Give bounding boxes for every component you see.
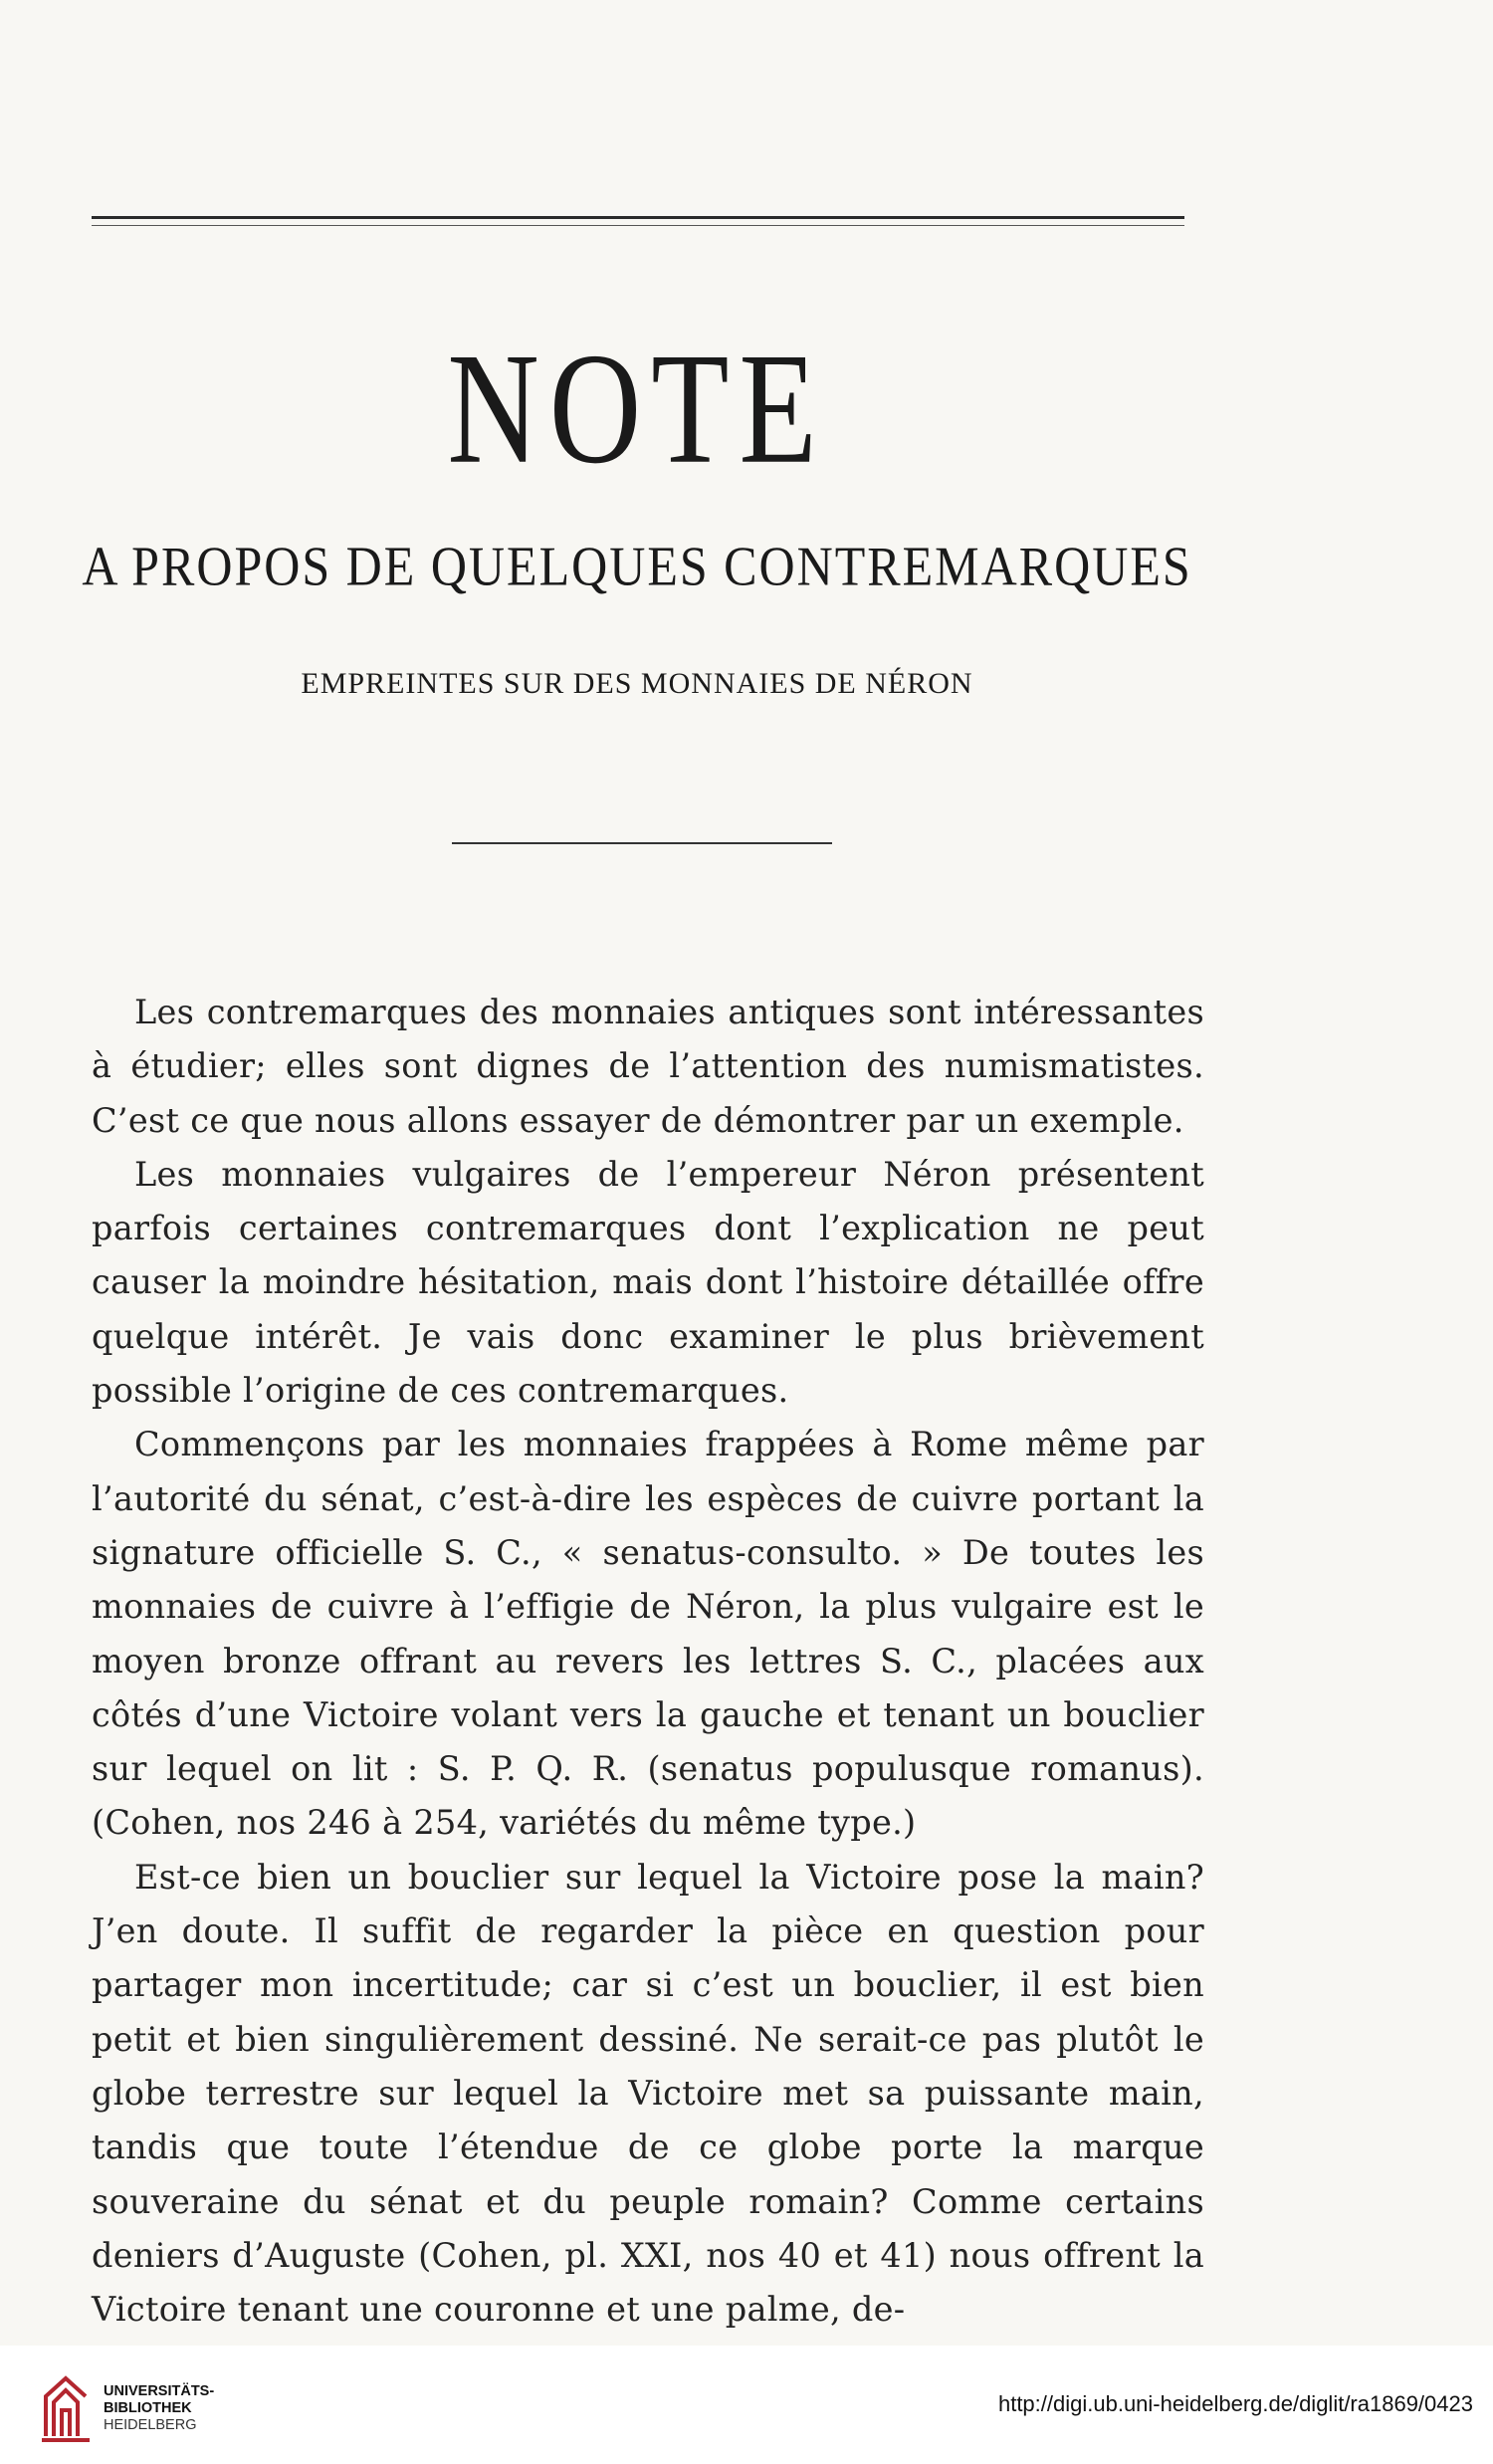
paragraph: Est-ce bien un bouclier sur lequel la Victoire pose la main? J’en doute. Il suffit de regarder la pièce en question pour partager mon incertitude; car si c’est un bouclier, il est bien petit et bien singulièrement dessiné. Ne serait-ce pas plutôt le globe terrestre sur lequel la Victoire met sa puissante main, tandis que toute l’étendue de ce globe porte la marque souveraine du sénat et du peuple romain? Comme certains deniers d’Auguste (Cohen, pl. XXI, nos 40 et 41) nous offrent la Victoire tenant une couronne et une palme, de-	[92, 1857, 1204, 2330]
library-name-line2: BIBLIOTHEK	[104, 2400, 192, 2416]
paragraph: Les contremarques des monnaies antiques sont intéressantes à étudier; elles sont dignes de l’attention des numismatistes. C’est ce que nous allons essayer de démontrer par un exemple.	[92, 993, 1204, 1140]
top-rule-thin	[92, 225, 1184, 226]
paragraph: Commençons par les monnaies frappées à Rome même par l’autorité du sénat, c’est-à-dire les espèces de cuivre portant la signature officielle S. C., « senatus-consulto. » De toutes les monnaies de cuivre à l’effigie de Néron, la plus vulgaire est le moyen bronze offrant au revers les lettres S. C., placées aux côtés d’une Victoire volant vers la gauche et tenant un bouclier sur lequel on lit : S. P. Q. R. (senatus populusque romanus). (Cohen, nos 246 à 254, variétés du même type.)	[92, 1425, 1204, 1843]
body-text	[92, 986, 1204, 2337]
library-name	[104, 2383, 214, 2434]
library-name-line1: UNIVERSITÄTS-	[104, 2383, 215, 2399]
footer-bar	[0, 2346, 1493, 2464]
section-divider	[452, 842, 832, 844]
library-name-line3: HEIDELBERG	[104, 2417, 197, 2433]
library-logo-icon	[38, 2366, 94, 2446]
top-rule	[92, 216, 1184, 219]
page-title: NOTE	[447, 320, 827, 497]
page-subsubtitle: EMPREINTES SUR DES MONNAIES DE NÉRON	[301, 667, 973, 700]
paragraph: Les monnaies vulgaires de l’empereur Néron présentent parfois certaines contremarques dont l’explication ne peut causer la moindre hésitation, mais dont l’histoire détaillée offre quelque intérêt. Je vais donc examiner le plus brièvement possible l’origine de ces contremarques.	[92, 1154, 1204, 1411]
page-subtitle: A PROPOS DE QUELQUES CONTREMARQUES	[82, 535, 1192, 597]
source-url[interactable]: http://digi.ub.uni-heidelberg.de/diglit/ra1869/0423	[997, 2391, 1473, 2416]
